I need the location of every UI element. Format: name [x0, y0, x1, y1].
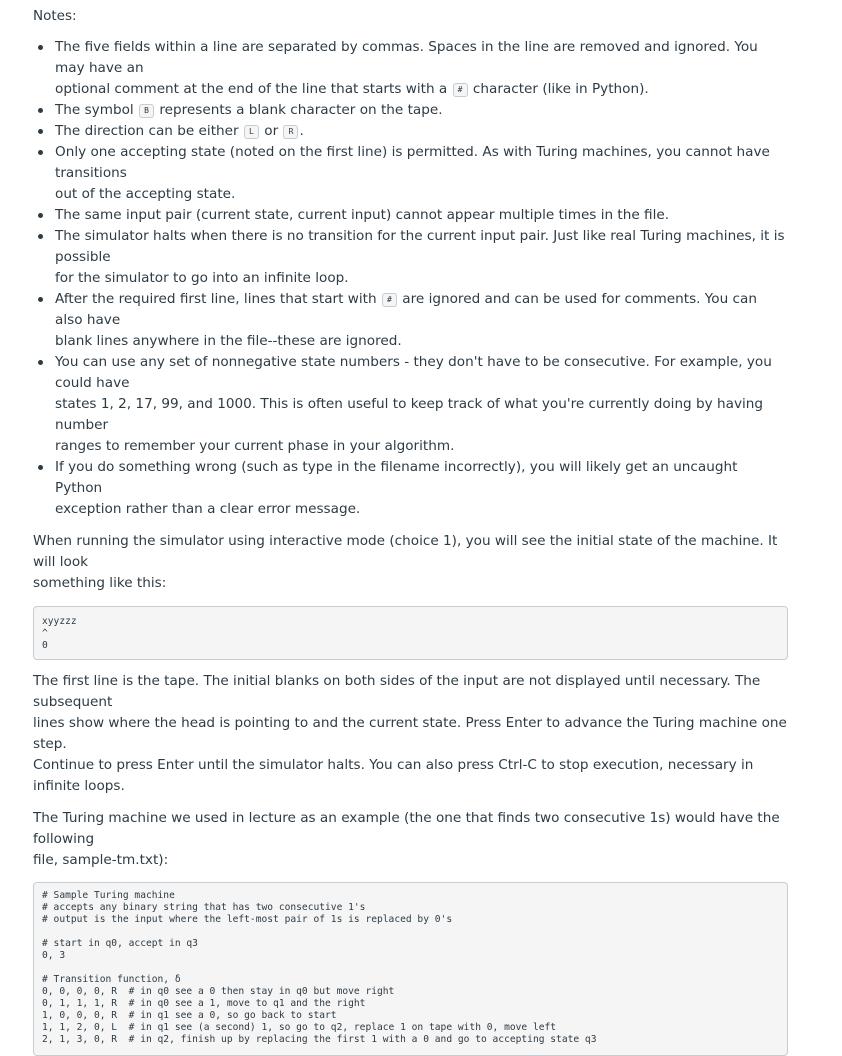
list-item — [33, 226, 788, 289]
bullet-text: out of the accepting state. — [55, 186, 236, 202]
code-line: # accepts any binary string that has two consecutive 1's — [42, 902, 366, 913]
bullet-text: are ignored and can be used for comments. You can also have — [55, 291, 757, 328]
code-line: ^ — [42, 628, 48, 639]
code-line: 1, 0, 0, 0, R # in q1 see a 0, so go back to start — [42, 1010, 337, 1021]
bullet-text: ranges to remember your current phase in your algorithm. — [55, 438, 455, 454]
bullet-text: If you do something wrong (such as type in the filename incorrectly), you will likely get an uncaught Python — [55, 459, 738, 496]
initial-state-code-block — [33, 606, 788, 660]
list-item — [33, 457, 788, 520]
list-item — [33, 37, 788, 100]
bullet-text: represents a blank character on the tape. — [159, 102, 443, 118]
para-line: file, sample-tm.txt): — [33, 852, 169, 868]
bullet-text: exception rather than a clear error message. — [55, 501, 361, 517]
para-line: When running the simulator using interactive mode (choice 1), you will see the initial state of the machine. It will look — [33, 533, 778, 570]
para-line: The first line is the tape. The initial blanks on both sides of the input are not displayed until necessary. The subsequent — [33, 673, 761, 710]
interactive-mode-paragraph — [33, 531, 788, 594]
bullet-text: . — [299, 123, 304, 139]
list-item — [33, 205, 788, 226]
code-line: 2, 1, 3, 0, R # in q2, finish up by replacing the first 1 with a 0 and go to accepting state q3 — [42, 1034, 597, 1045]
hash-code-chip: # — [382, 293, 397, 307]
para-line: lines show where the head is pointing to and the current state. Press Enter to advance the Turing machine one step. — [33, 715, 787, 752]
code-line: 0, 3 — [42, 950, 66, 961]
para-line: something like this: — [33, 575, 167, 591]
right-direction-code-chip: R — [283, 125, 298, 139]
tape-explanation-paragraph — [33, 671, 788, 797]
code-line: 0, 1, 1, 1, R # in q0 see a 1, move to q1 and the right — [42, 998, 366, 1009]
code-line: # start in q0, accept in q3 — [42, 938, 198, 949]
code-line: xyyzzz — [42, 616, 77, 627]
bullet-text: The direction can be either — [55, 123, 239, 139]
code-line: # Transition function, δ — [42, 974, 181, 985]
para-line: The Turing machine we used in lecture as an example (the one that finds two consecutive 1s) would have the following — [33, 810, 780, 847]
para-line: Continue to press Enter until the simulator halts. You can also press Ctrl-C to stop execution, necessary in infinite loops. — [33, 757, 754, 794]
list-item — [33, 121, 788, 142]
notes-list — [33, 37, 788, 520]
bullet-text: for the simulator to go into an infinite loop. — [55, 270, 349, 286]
bullet-text: The five fields within a line are separated by commas. Spaces in the line are removed and ignored. You may have an — [55, 39, 758, 76]
code-line: 1, 1, 2, 0, L # in q1 see (a second) 1, so go to q2, replace 1 on tape with 0, move left — [42, 1022, 557, 1033]
code-line: 0 — [42, 640, 48, 651]
list-item — [33, 352, 788, 457]
list-item — [33, 289, 788, 352]
code-line: # Sample Turing machine — [42, 890, 175, 901]
bullet-text: character (like in Python). — [472, 81, 649, 97]
bullet-text: After the required first line, lines that start with — [55, 291, 377, 307]
bullet-text: blank lines anywhere in the file--these are ignored. — [55, 333, 402, 349]
code-line: # output is the input where the left-most pair of 1s is replaced by 0's — [42, 914, 453, 925]
bullet-text: optional comment at the end of the line that starts with a — [55, 81, 448, 97]
bullet-text: The simulator halts when there is no transition for the current input pair. Just like real Turing machines, it is possible — [55, 228, 785, 265]
bullet-text: states 1, 2, 17, 99, and 1000. This is often useful to keep track of what you're currently doing by having number — [55, 396, 764, 433]
list-item — [33, 100, 788, 121]
sample-tm-code-block — [33, 882, 788, 1056]
bullet-text: Only one accepting state (noted on the first line) is permitted. As with Turing machines, you cannot have transitions — [55, 144, 770, 181]
sample-file-paragraph — [33, 808, 788, 871]
code-line: 0, 0, 0, 0, R # in q0 see a 0 then stay in q0 but move right — [42, 986, 395, 997]
notes-page — [33, 0, 788, 1056]
bullet-text: The symbol — [55, 102, 134, 118]
bullet-text: You can use any set of nonnegative state numbers - they don't have to be consecutive. For example, you could have — [55, 354, 772, 391]
hash-code-chip: # — [453, 83, 468, 97]
notes-heading: Notes: — [33, 8, 77, 24]
left-direction-code-chip: L — [244, 125, 259, 139]
list-item — [33, 142, 788, 205]
bullet-text: or — [264, 123, 279, 139]
bullet-text: The same input pair (current state, current input) cannot appear multiple times in the file. — [55, 207, 670, 223]
blank-symbol-code-chip: B — [139, 104, 154, 118]
